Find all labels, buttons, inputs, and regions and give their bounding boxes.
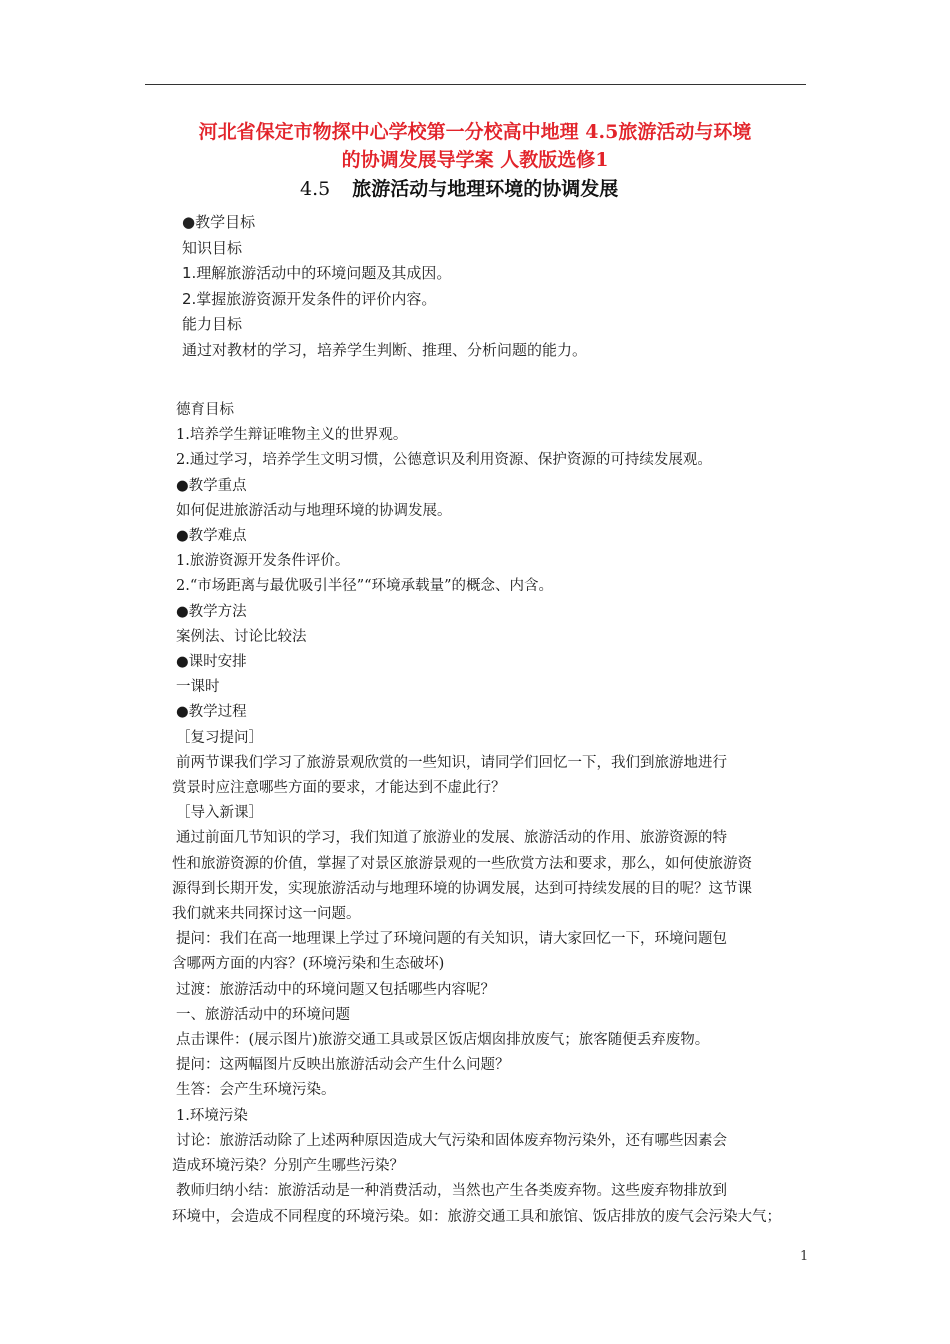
section-number: 4.5: [300, 178, 331, 200]
title-line-2: 的协调发展导学案 人教版选修1: [341, 149, 609, 171]
paragraph-line: 过渡：旅游活动中的环境问题又包括哪些内容呢？: [176, 981, 495, 998]
objectives-line: 能力目标: [182, 315, 243, 333]
paragraph-line: [176, 751, 808, 776]
objectives-line: 1.理解旅游活动中的环境问题及其成因。: [182, 264, 452, 282]
subsection-heading: 1.环境污染: [176, 1107, 248, 1124]
section-heading: 一、旅游活动中的环境问题: [176, 1006, 350, 1023]
paragraph-text: 前两节课我们学习了旅游景观欣赏的一些知识，请同学们回忆一下，我们到旅游地进行: [176, 754, 727, 771]
paragraph-line: 赏景时应注意哪些方面的要求，才能达到不虚此行？: [172, 780, 506, 797]
paragraph-line: 源得到长期开发，实现旅游活动与地理环境的协调发展，达到可持续发展的目的呢？这节课: [172, 880, 752, 897]
key-heading: ●教学重点: [176, 477, 247, 494]
difficulty-item: 1.旅游资源开发条件评价。: [176, 553, 350, 570]
objectives-line: 2.掌握旅游资源开发条件的评价内容。: [182, 289, 437, 308]
paragraph-line: 教师归纳小结：旅游活动是一种消费活动，当然也产生各类废弃物。这些废弃物排放到: [176, 1183, 727, 1200]
paragraph-line: 生答：会产生环境污染。: [176, 1082, 336, 1099]
moral-item: 1.培养学生辩证唯物主义的世界观。: [176, 427, 408, 444]
process-heading: ●教学过程: [176, 704, 247, 721]
key-text: 如何促进旅游活动与地理环境的协调发展。: [176, 502, 452, 519]
method-text: 案例法、讨论比较法: [176, 628, 307, 645]
paragraph-line: 造成环境污染？分别产生哪些污染？: [172, 1158, 404, 1175]
body-text: [172, 398, 808, 1230]
objectives-line: 知识目标: [182, 238, 243, 257]
paragraph-line: 性和旅游资源的价值，掌握了对景区旅游景观的一些欣赏方法和要求，那么，如何使旅游资: [172, 855, 752, 872]
time-heading: ●课时安排: [176, 654, 247, 671]
difficulty-heading: ●教学难点: [176, 528, 247, 545]
header-rule: [145, 84, 806, 85]
section-title-text: 旅游活动与地理环境的协调发展: [352, 178, 619, 200]
difficulty-item: 2.“市场距离与最优吸引半径”“环境承载量”的概念、内含。: [176, 578, 553, 595]
review-heading: ［复习提问］: [176, 729, 263, 746]
document-title: [140, 118, 810, 174]
time-text: 一课时: [176, 679, 220, 696]
paragraph-line: 环境中，会造成不同程度的环境污染。如：旅游交通工具和旅馆、饭店排放的废气会污染大气；: [172, 1208, 781, 1225]
page-number: 1: [800, 1249, 809, 1264]
paragraph-line: 点击课件：(展示图片)旅游交通工具或景区饭店烟囱排放废气；旅客随便丢弃废物。: [176, 1032, 710, 1049]
intro-heading: ［导入新课］: [176, 805, 263, 822]
objectives-line: ●教学目标: [182, 213, 256, 231]
moral-item: 2.通过学习，培养学生文明习惯，公德意识及利用资源、保护资源的可持续发展观。: [176, 452, 712, 469]
paragraph-line: 通过前面几节知识的学习，我们知道了旅游业的发展、旅游活动的作用、旅游资源的特: [176, 830, 727, 847]
objectives-line: 通过对教材的学习，培养学生判断、推理、分析问题的能力。: [182, 340, 588, 359]
paragraph-line: 提问：我们在高一地理课上学过了环境问题的有关知识，请大家回忆一下，环境问题包: [176, 931, 727, 948]
paragraph-line: 提问：这两幅图片反映出旅游活动会产生什么问题？: [176, 1057, 510, 1074]
paragraph-line: 我们就来共同探讨这一问题。: [172, 906, 361, 923]
paragraph-line: 讨论：旅游活动除了上述两种原因造成大气污染和固体废弃物污染外，还有哪些因素会: [176, 1132, 727, 1149]
section-title: [300, 174, 720, 201]
paragraph-line: 含哪两方面的内容？(环境污染和生态破坏): [172, 956, 445, 973]
objectives-block: [182, 210, 742, 363]
moral-heading: 德育目标: [176, 402, 234, 418]
method-heading: ●教学方法: [176, 603, 247, 620]
title-line-1: 河北省保定市物探中心学校第一分校高中地理 4.5旅游活动与环境: [198, 121, 752, 143]
